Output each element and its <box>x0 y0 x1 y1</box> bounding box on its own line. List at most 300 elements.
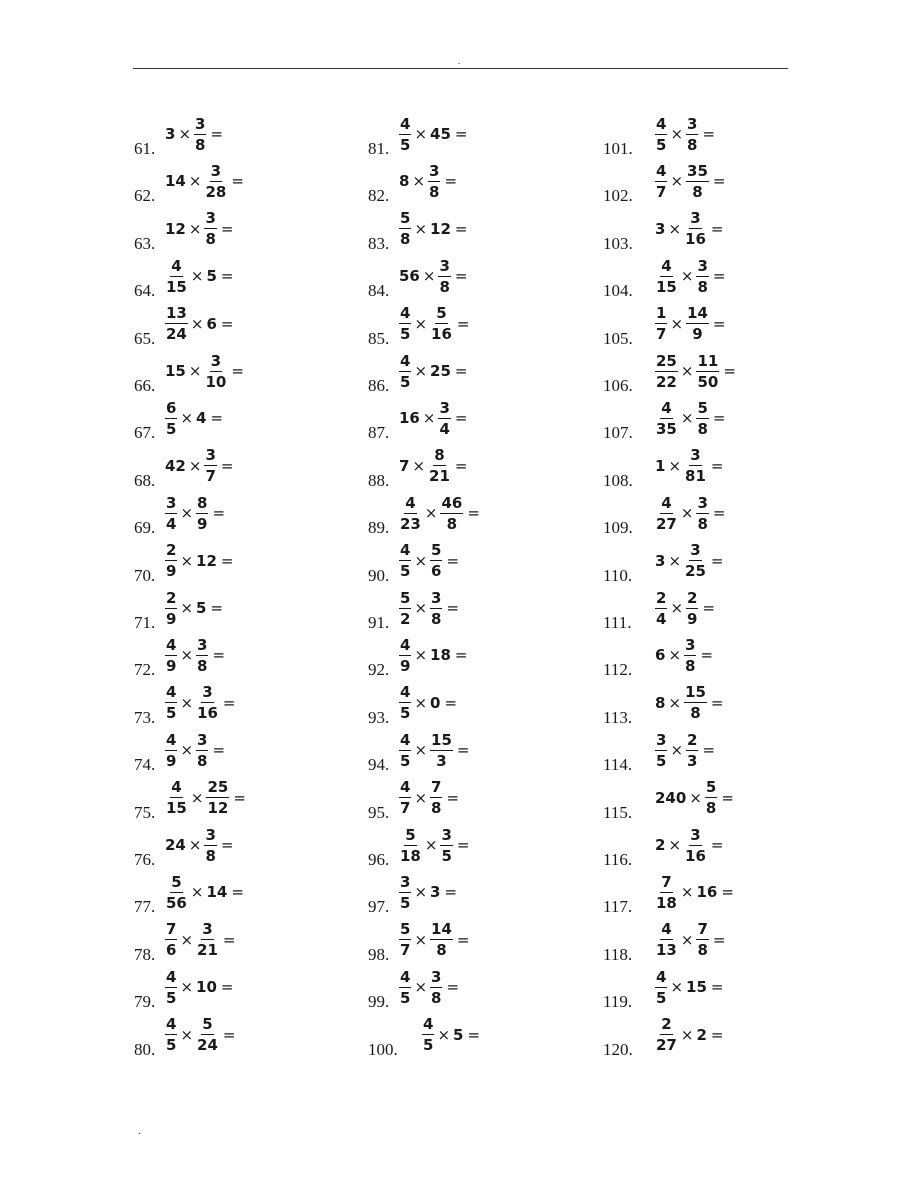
fraction-term <box>165 731 177 770</box>
fraction-denominator: 5 <box>166 704 177 723</box>
fraction-numerator: 4 <box>656 967 667 986</box>
fraction <box>655 399 678 438</box>
fraction-numerator: 3 <box>205 825 216 844</box>
fraction-denominator: 9 <box>166 656 177 675</box>
fraction-denominator: 7 <box>656 182 667 201</box>
problem-number: 103. <box>603 233 633 253</box>
fraction-term <box>655 589 667 628</box>
problem-number: 81. <box>368 139 390 158</box>
whole-number-term: 14 <box>165 172 186 191</box>
fraction <box>684 636 696 675</box>
problem-number: 87. <box>368 423 390 443</box>
fraction-term <box>686 162 709 201</box>
fraction <box>196 920 219 959</box>
times-sign: × <box>188 172 202 191</box>
header-mark: . <box>458 56 461 66</box>
times-sign: × <box>668 219 682 238</box>
fraction-denominator: 4 <box>439 419 450 438</box>
multiplication-expression <box>655 586 718 630</box>
equals-sign: = <box>467 1025 481 1044</box>
fraction-numerator: 25 <box>656 351 677 370</box>
multiplication-expression <box>399 918 472 962</box>
fraction <box>165 731 177 770</box>
fraction-denominator: 7 <box>656 325 667 344</box>
problem-number: 117. <box>603 897 633 917</box>
problem-item <box>368 346 568 394</box>
problem-number: 83. <box>368 233 390 253</box>
times-sign: × <box>422 409 436 428</box>
problem-number: 64. <box>134 281 156 301</box>
fraction <box>165 304 188 343</box>
whole-number-term: 6 <box>206 314 217 333</box>
fraction <box>440 826 452 865</box>
fraction-numerator: 3 <box>690 825 701 844</box>
fraction-numerator: 5 <box>436 304 447 323</box>
fraction <box>165 920 177 959</box>
multiplication-expression <box>399 870 460 914</box>
fraction <box>655 162 667 201</box>
fraction-numerator: 4 <box>400 683 411 702</box>
fraction-numerator: 1 <box>656 304 667 323</box>
fraction-denominator: 8 <box>429 182 440 201</box>
fraction-term <box>430 731 453 770</box>
equals-sign: = <box>454 267 468 286</box>
problem-item <box>134 156 334 204</box>
problem-number: 115. <box>603 802 633 822</box>
equals-sign: = <box>454 362 468 380</box>
header-rule <box>133 68 788 69</box>
multiplication-expression <box>165 776 249 820</box>
fraction-denominator: 9 <box>197 514 208 533</box>
fraction-numerator: 3 <box>656 730 667 749</box>
fraction-term <box>204 209 216 248</box>
footer-mark: . <box>138 1125 141 1137</box>
fraction-denominator: 18 <box>656 893 677 912</box>
multiplication-expression <box>655 1013 726 1057</box>
problem-number: 65. <box>134 328 156 348</box>
problem-number: 85. <box>368 328 390 348</box>
fraction-numerator: 3 <box>202 683 213 702</box>
fraction-term <box>696 257 708 296</box>
fraction-numerator: 15 <box>685 683 706 702</box>
fraction-term <box>684 209 707 248</box>
whole-number-term: 4 <box>196 409 207 428</box>
fraction-numerator: 11 <box>697 351 719 370</box>
problem-item <box>368 962 568 1010</box>
multiplication-expression <box>655 207 726 251</box>
whole-number-term: 3 <box>655 551 666 570</box>
times-sign: × <box>414 125 428 143</box>
fraction <box>696 494 708 533</box>
equals-sign: = <box>222 1025 236 1044</box>
equals-sign: = <box>220 219 234 238</box>
fraction-term <box>165 399 177 438</box>
problem-number: 114. <box>603 755 633 775</box>
equals-sign: = <box>444 883 458 902</box>
whole-number-term: 16 <box>399 409 420 428</box>
fraction <box>684 683 707 722</box>
problem-number: 93. <box>368 707 390 727</box>
problem-number: 99. <box>368 992 390 1012</box>
times-sign: × <box>414 883 428 902</box>
fraction <box>204 826 216 865</box>
problem-number: 97. <box>368 897 390 917</box>
problem-item <box>134 441 334 489</box>
fraction-numerator: 5 <box>400 209 411 228</box>
problem-item <box>368 393 568 441</box>
fraction-numerator: 6 <box>166 398 177 417</box>
fraction-denominator: 8 <box>697 514 708 533</box>
equals-sign: = <box>210 409 224 428</box>
problem-item <box>368 441 568 489</box>
problem-item <box>134 393 334 441</box>
equals-sign: = <box>444 172 458 191</box>
problem-item <box>134 346 334 394</box>
fraction-numerator: 4 <box>661 493 672 512</box>
fraction-numerator: 35 <box>687 161 708 180</box>
fraction <box>204 162 227 201</box>
problem-number: 119. <box>603 992 633 1012</box>
fraction-numerator: 3 <box>166 493 177 512</box>
fraction <box>196 1015 219 1054</box>
fraction-term <box>165 589 177 628</box>
times-sign: × <box>414 693 428 712</box>
times-sign: × <box>180 693 194 712</box>
fraction <box>165 257 188 296</box>
equals-sign: = <box>710 978 724 997</box>
fraction <box>165 636 177 675</box>
multiplication-expression <box>165 349 247 393</box>
fraction <box>686 731 698 770</box>
fraction-numerator: 4 <box>661 920 672 939</box>
equals-sign: = <box>710 219 724 238</box>
problem-number: 75. <box>134 802 156 822</box>
problem-item <box>134 583 334 631</box>
multiplication-expression <box>165 491 228 535</box>
equals-sign: = <box>231 172 244 191</box>
whole-number-term: 56 <box>399 267 420 286</box>
fraction-term <box>165 1015 177 1054</box>
fraction-term <box>440 826 452 865</box>
equals-sign: = <box>231 883 244 902</box>
times-sign: × <box>414 599 428 617</box>
fraction-term <box>196 731 208 770</box>
fraction-term <box>696 494 708 533</box>
equals-sign: = <box>702 125 716 143</box>
fraction-numerator: 15 <box>431 730 452 749</box>
fraction-numerator: 3 <box>197 635 208 654</box>
times-sign: × <box>414 551 428 570</box>
multiplication-expression <box>165 112 226 156</box>
problem-item <box>134 109 334 157</box>
times-sign: × <box>680 504 694 523</box>
fraction-denominator: 8 <box>446 514 458 533</box>
fraction <box>430 920 453 959</box>
whole-number-term: 2 <box>696 1025 707 1044</box>
multiplication-expression <box>399 444 470 488</box>
multiplication-expression <box>399 586 462 630</box>
fraction-denominator: 9 <box>400 656 411 675</box>
times-sign: × <box>680 409 694 428</box>
fraction-numerator: 3 <box>400 872 411 891</box>
fraction-denominator: 5 <box>400 988 411 1007</box>
problem-number: 112. <box>603 660 633 680</box>
problem-number: 63. <box>134 233 156 253</box>
problem-item <box>603 915 803 963</box>
times-sign: × <box>412 456 426 475</box>
equals-sign: = <box>446 551 460 570</box>
equals-sign: = <box>444 693 458 712</box>
fraction-denominator: 5 <box>166 1036 177 1055</box>
fraction-denominator: 2 <box>400 609 411 628</box>
fraction-denominator: 8 <box>195 135 206 154</box>
times-sign: × <box>680 362 694 380</box>
problem-item <box>368 156 568 204</box>
multiplication-expression <box>655 159 728 203</box>
fraction-numerator: 14 <box>687 304 708 323</box>
fraction-denominator: 8 <box>431 799 442 818</box>
fraction-term <box>399 968 411 1007</box>
fraction <box>196 731 208 770</box>
times-sign: × <box>180 930 194 949</box>
fraction-denominator: 3 <box>687 751 698 770</box>
fraction <box>655 494 678 533</box>
fraction-numerator: 4 <box>400 541 411 560</box>
fraction-term <box>655 1015 678 1054</box>
fraction-term <box>165 683 177 722</box>
problem-item <box>368 299 568 347</box>
multiplication-expression <box>165 396 226 440</box>
fraction-term <box>399 778 411 817</box>
whole-number-term: 2 <box>655 836 666 854</box>
fraction <box>696 257 708 296</box>
problem-item <box>603 1010 803 1058</box>
fraction-numerator: 13 <box>166 304 187 323</box>
fraction-numerator: 8 <box>434 446 445 465</box>
fraction-denominator: 24 <box>166 325 187 344</box>
times-sign: × <box>680 883 694 902</box>
problem-item <box>134 725 334 773</box>
equals-sign: = <box>710 456 724 475</box>
fraction-term <box>165 968 177 1007</box>
fraction-denominator: 12 <box>207 799 229 818</box>
fraction-term <box>686 589 698 628</box>
whole-number-term: 45 <box>430 125 451 143</box>
fraction <box>684 541 707 580</box>
times-sign: × <box>180 409 194 428</box>
equals-sign: = <box>210 125 224 143</box>
whole-number-term: 12 <box>196 551 217 570</box>
fraction-numerator: 7 <box>697 920 708 939</box>
times-sign: × <box>680 930 694 949</box>
whole-number-term: 15 <box>165 362 186 380</box>
fraction-numerator: 3 <box>210 351 222 370</box>
problem-number: 80. <box>134 1039 156 1059</box>
fraction-term <box>165 541 177 580</box>
fraction-term <box>399 920 411 959</box>
fraction <box>430 731 453 770</box>
problem-item <box>368 725 568 773</box>
fraction-numerator: 5 <box>697 398 708 417</box>
multiplication-expression <box>165 586 226 630</box>
times-sign: × <box>680 267 694 286</box>
problem-number: 74. <box>134 755 156 775</box>
multiplication-expression <box>655 349 739 393</box>
fraction <box>399 920 411 959</box>
times-sign: × <box>668 646 682 665</box>
fraction <box>399 968 411 1007</box>
fraction <box>204 209 216 248</box>
problem-item <box>603 251 803 299</box>
problem-number: 88. <box>368 470 390 490</box>
fraction-term <box>204 162 227 201</box>
equals-sign: = <box>220 314 234 333</box>
problem-number: 76. <box>134 850 156 869</box>
whole-number-term: 1 <box>655 456 666 475</box>
fraction-term <box>655 873 678 912</box>
times-sign: × <box>190 314 204 333</box>
problem-number: 101. <box>603 139 633 158</box>
fraction-numerator: 5 <box>202 1015 213 1034</box>
multiplication-expression <box>165 302 236 346</box>
fraction-term <box>196 683 219 722</box>
fraction-term <box>684 826 707 865</box>
multiplication-expression <box>399 112 470 156</box>
fraction-numerator: 3 <box>690 209 701 228</box>
problem-number: 108. <box>603 470 633 490</box>
fraction-denominator: 7 <box>400 799 411 818</box>
fraction-denominator: 4 <box>166 514 177 533</box>
times-sign: × <box>412 172 426 191</box>
problem-item <box>368 204 568 252</box>
problem-item <box>134 962 334 1010</box>
fraction-numerator: 2 <box>661 1015 672 1034</box>
times-sign: × <box>670 172 684 191</box>
fraction-term <box>430 920 453 959</box>
multiplication-expression <box>165 539 236 583</box>
times-sign: × <box>190 788 204 807</box>
problem-number: 68. <box>134 470 156 490</box>
fraction-term <box>428 162 440 201</box>
problem-number: 106. <box>603 376 633 395</box>
problem-number: 61. <box>134 139 156 158</box>
problem-item <box>368 773 568 821</box>
fraction-denominator: 5 <box>166 419 177 438</box>
fraction <box>399 731 411 770</box>
equals-sign: = <box>723 362 736 380</box>
multiplication-expression <box>399 207 470 251</box>
times-sign: × <box>180 551 194 570</box>
problem-item <box>368 678 568 726</box>
equals-sign: = <box>222 693 236 712</box>
fraction-denominator: 4 <box>656 609 667 628</box>
problem-item <box>368 630 568 678</box>
fraction-numerator: 5 <box>400 920 411 939</box>
fraction-term <box>165 494 177 533</box>
problem-number: 82. <box>368 186 390 206</box>
fraction-denominator: 8 <box>431 988 442 1007</box>
problem-number: 86. <box>368 376 390 395</box>
fraction-term <box>705 778 717 817</box>
problem-item <box>134 251 334 299</box>
equals-sign: = <box>712 267 726 286</box>
equals-sign: = <box>212 741 226 760</box>
fraction-denominator: 81 <box>685 467 706 486</box>
problem-number: 118. <box>603 944 633 964</box>
problem-number: 109. <box>603 518 633 538</box>
problem-item <box>134 773 334 821</box>
problem-item <box>368 583 568 631</box>
fraction-term <box>684 541 707 580</box>
fraction-denominator: 27 <box>656 1036 677 1055</box>
whole-number-term: 7 <box>399 456 410 475</box>
multiplication-expression <box>655 918 728 962</box>
equals-sign: = <box>712 172 726 191</box>
whole-number-term: 14 <box>206 883 228 902</box>
fraction <box>399 778 411 817</box>
fraction-numerator: 4 <box>166 635 177 654</box>
fraction-numerator: 4 <box>400 778 411 797</box>
times-sign: × <box>414 219 428 238</box>
fraction-term <box>686 731 698 770</box>
fraction-numerator: 3 <box>697 493 708 512</box>
fraction-denominator: 50 <box>697 372 719 391</box>
fraction-term <box>399 873 411 912</box>
fraction <box>196 494 208 533</box>
fraction-term <box>196 1015 219 1054</box>
problem-item <box>134 867 334 915</box>
whole-number-term: 5 <box>196 599 207 617</box>
fraction-denominator: 5 <box>400 325 411 344</box>
equals-sign: = <box>220 551 234 570</box>
fraction-denominator: 21 <box>429 467 450 486</box>
multiplication-expression <box>655 444 726 488</box>
fraction-numerator: 4 <box>661 398 672 417</box>
fraction-numerator: 4 <box>166 1015 177 1034</box>
fraction-term <box>196 920 219 959</box>
fraction-term <box>399 589 411 628</box>
fraction-denominator: 9 <box>166 562 177 581</box>
equals-sign: = <box>220 978 234 997</box>
times-sign: × <box>180 741 194 760</box>
fraction <box>655 257 678 296</box>
problem-number: 69. <box>134 518 156 538</box>
fraction <box>399 826 422 865</box>
times-sign: × <box>670 978 684 997</box>
fraction-term <box>399 636 411 675</box>
equals-sign: = <box>700 646 714 665</box>
fraction-denominator: 8 <box>697 941 708 960</box>
fraction <box>684 446 707 485</box>
fraction-term <box>440 494 463 533</box>
fraction-numerator: 3 <box>685 635 696 654</box>
fraction <box>399 494 422 533</box>
multiplication-expression <box>399 965 462 1009</box>
fraction-numerator: 5 <box>705 778 717 797</box>
multiplication-expression <box>399 349 470 393</box>
fraction-denominator: 5 <box>400 372 411 391</box>
fraction-term <box>196 636 208 675</box>
fraction-term <box>206 778 229 817</box>
whole-number-term: 18 <box>430 646 451 665</box>
problem-number: 77. <box>134 897 156 917</box>
fraction-numerator: 3 <box>431 588 442 607</box>
times-sign: × <box>180 978 194 997</box>
fraction-denominator: 25 <box>685 562 706 581</box>
whole-number-term: 12 <box>165 219 186 238</box>
fraction-term <box>430 304 453 343</box>
fraction <box>655 589 667 628</box>
